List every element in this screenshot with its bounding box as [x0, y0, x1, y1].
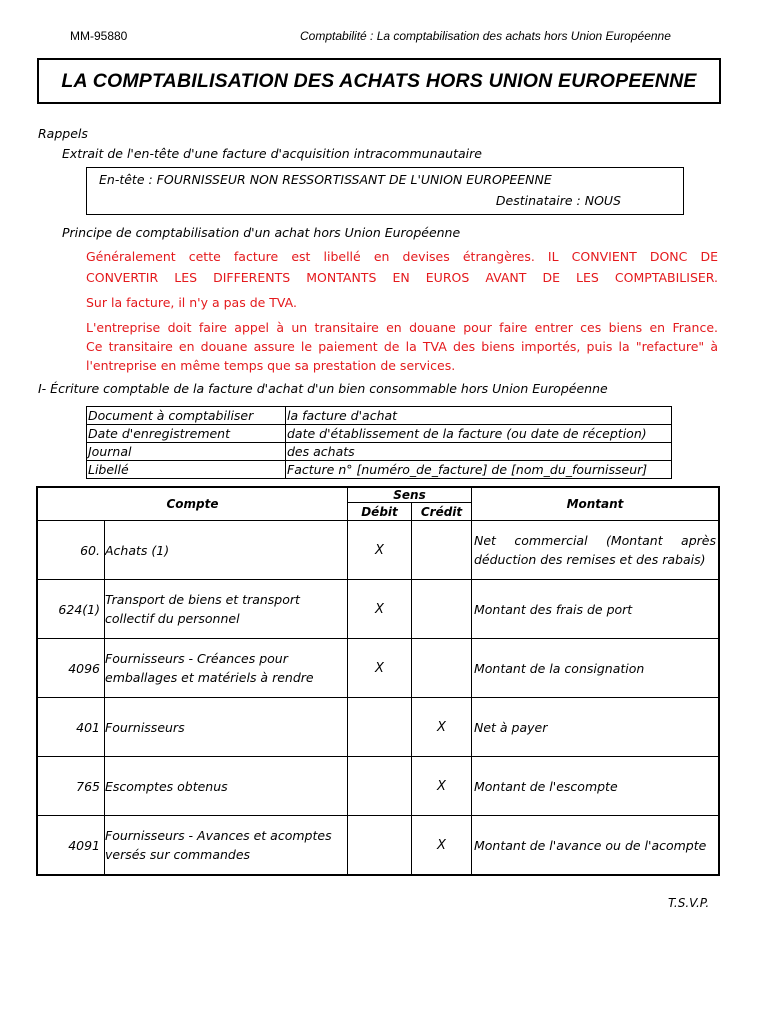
info-value: des achats [286, 443, 672, 461]
footer-tsvp: T.S.V.P. [668, 896, 710, 910]
account-label [105, 757, 348, 816]
amount-description [472, 580, 720, 639]
info-value: la facture d'achat [286, 407, 672, 425]
amount-description-text: Montant de la consignation [474, 660, 645, 676]
account-number [37, 521, 105, 580]
header-montant: Montant [472, 487, 720, 521]
header-debit: Débit [348, 503, 412, 521]
paragraph-devises-line2: CONVERTIR LES DIFFERENTS MONTANTS EN EUROS AVANT DE LES COMPTABILISER. [86, 270, 718, 285]
header-credit: Crédit [412, 503, 472, 521]
info-value: Facture n° [numéro_de_facture] de [nom_du_fournisseur] [286, 461, 672, 479]
debit-mark-text: X [375, 601, 384, 617]
paragraph-devises-line1: Généralement cette facture est libellé en devises étrangères. IL CONVIENT DONC DE [86, 249, 718, 264]
amount-description-text: Net à payer [474, 719, 548, 735]
info-row [87, 425, 672, 443]
credit-mark [412, 816, 472, 876]
debit-mark [348, 816, 412, 876]
account-number-text: 765 [76, 778, 100, 794]
account-number-text: 4096 [68, 660, 100, 676]
debit-mark-text: X [375, 660, 384, 676]
info-row [87, 407, 672, 425]
info-value: date d'établissement de la facture (ou date de réception) [286, 425, 672, 443]
entete-line1: En-tête : FOURNISSEUR NON RESSORTISSANT DE L'UNION EUROPEENNE [99, 172, 552, 187]
info-table [86, 406, 672, 479]
account-label-text: Achats (1) [105, 542, 170, 558]
account-number [37, 698, 105, 757]
paragraph-transitaire-line3: l'entreprise en même temps que sa prestation de services. [86, 358, 456, 373]
account-number-text: 401 [76, 719, 100, 735]
credit-mark-text: X [437, 778, 446, 794]
info-label: Document à comptabiliser [87, 407, 286, 425]
amount-description [472, 698, 720, 757]
table-row [37, 698, 719, 757]
account-number-text: 4091 [68, 837, 100, 853]
info-label: Date d'enregistrement [87, 425, 286, 443]
credit-mark [412, 698, 472, 757]
account-label-text: Fournisseurs - Avances et acomptes versés sur commandes [105, 828, 332, 862]
table-row [37, 816, 719, 876]
document-subject: Comptabilité : La comptabilisation des achats hors Union Européenne [300, 29, 671, 43]
paragraph-transitaire-line2: Ce transitaire en douane assure le paiement de la TVA des biens importés, puis la "refacture" à [86, 339, 718, 354]
amount-description [472, 521, 720, 580]
info-label: Libellé [87, 461, 286, 479]
account-number-text: 60. [80, 542, 100, 558]
debit-mark [348, 639, 412, 698]
paragraph-transitaire [86, 318, 718, 375]
credit-mark [412, 521, 472, 580]
account-number [37, 639, 105, 698]
entete-line2: Destinataire : NOUS [495, 193, 621, 208]
info-row [87, 461, 672, 479]
document-ref: MM-95880 [70, 29, 128, 43]
amount-description-text: Montant de l'escompte [474, 778, 618, 794]
entries-table [36, 486, 720, 876]
amount-description-text: Net commercial (Montant après déduction des remises et des rabais) [474, 533, 716, 567]
debit-mark [348, 521, 412, 580]
account-label [105, 521, 348, 580]
table-row [37, 639, 719, 698]
header-sens: Sens [348, 487, 472, 503]
account-label [105, 816, 348, 876]
page-title: LA COMPTABILISATION DES ACHATS HORS UNION EUROPEENNE [61, 69, 697, 92]
paragraph-devises [86, 246, 718, 288]
debit-mark [348, 757, 412, 816]
info-label: Journal [87, 443, 286, 461]
section1-heading: I- Écriture comptable de la facture d'achat d'un bien consommable hors Union Européenne [38, 381, 608, 396]
table-row [37, 521, 719, 580]
amount-description [472, 639, 720, 698]
table-row [37, 757, 719, 816]
debit-mark [348, 580, 412, 639]
credit-mark [412, 580, 472, 639]
account-number [37, 816, 105, 876]
account-label [105, 580, 348, 639]
info-row [87, 443, 672, 461]
extrait-heading: Extrait de l'en-tête d'une facture d'acquisition intracommunautaire [62, 146, 482, 161]
title-box [37, 58, 721, 104]
account-label-text: Fournisseurs - Créances pour emballages et matériels à rendre [105, 651, 314, 685]
paragraph-tva: Sur la facture, il n'y a pas de TVA. [86, 295, 297, 310]
paragraph-transitaire-line1: L'entreprise doit faire appel à un transitaire en douane pour faire entrer ces biens en France. [86, 320, 718, 335]
amount-description-text: Montant des frais de port [474, 601, 633, 617]
amount-description [472, 816, 720, 876]
principe-heading: Principe de comptabilisation d'un achat hors Union Européenne [62, 225, 461, 240]
entete-box [86, 167, 684, 215]
table-row [37, 580, 719, 639]
debit-mark [348, 698, 412, 757]
account-label-text: Escomptes obtenus [105, 778, 228, 794]
account-number [37, 757, 105, 816]
credit-mark-text: X [437, 719, 446, 735]
credit-mark-text: X [437, 837, 446, 853]
header-compte: Compte [37, 487, 348, 521]
debit-mark-text: X [375, 542, 384, 558]
account-label-text: Fournisseurs [105, 719, 185, 735]
amount-description-text: Montant de l'avance ou de l'acompte [474, 837, 707, 853]
credit-mark [412, 639, 472, 698]
amount-description [472, 757, 720, 816]
account-label-text: Transport de biens et transport collectif du personnel [105, 592, 300, 626]
account-number-text: 624(1) [58, 601, 100, 617]
account-label [105, 639, 348, 698]
account-number [37, 580, 105, 639]
credit-mark [412, 757, 472, 816]
rappels-label: Rappels [38, 126, 88, 141]
account-label [105, 698, 348, 757]
